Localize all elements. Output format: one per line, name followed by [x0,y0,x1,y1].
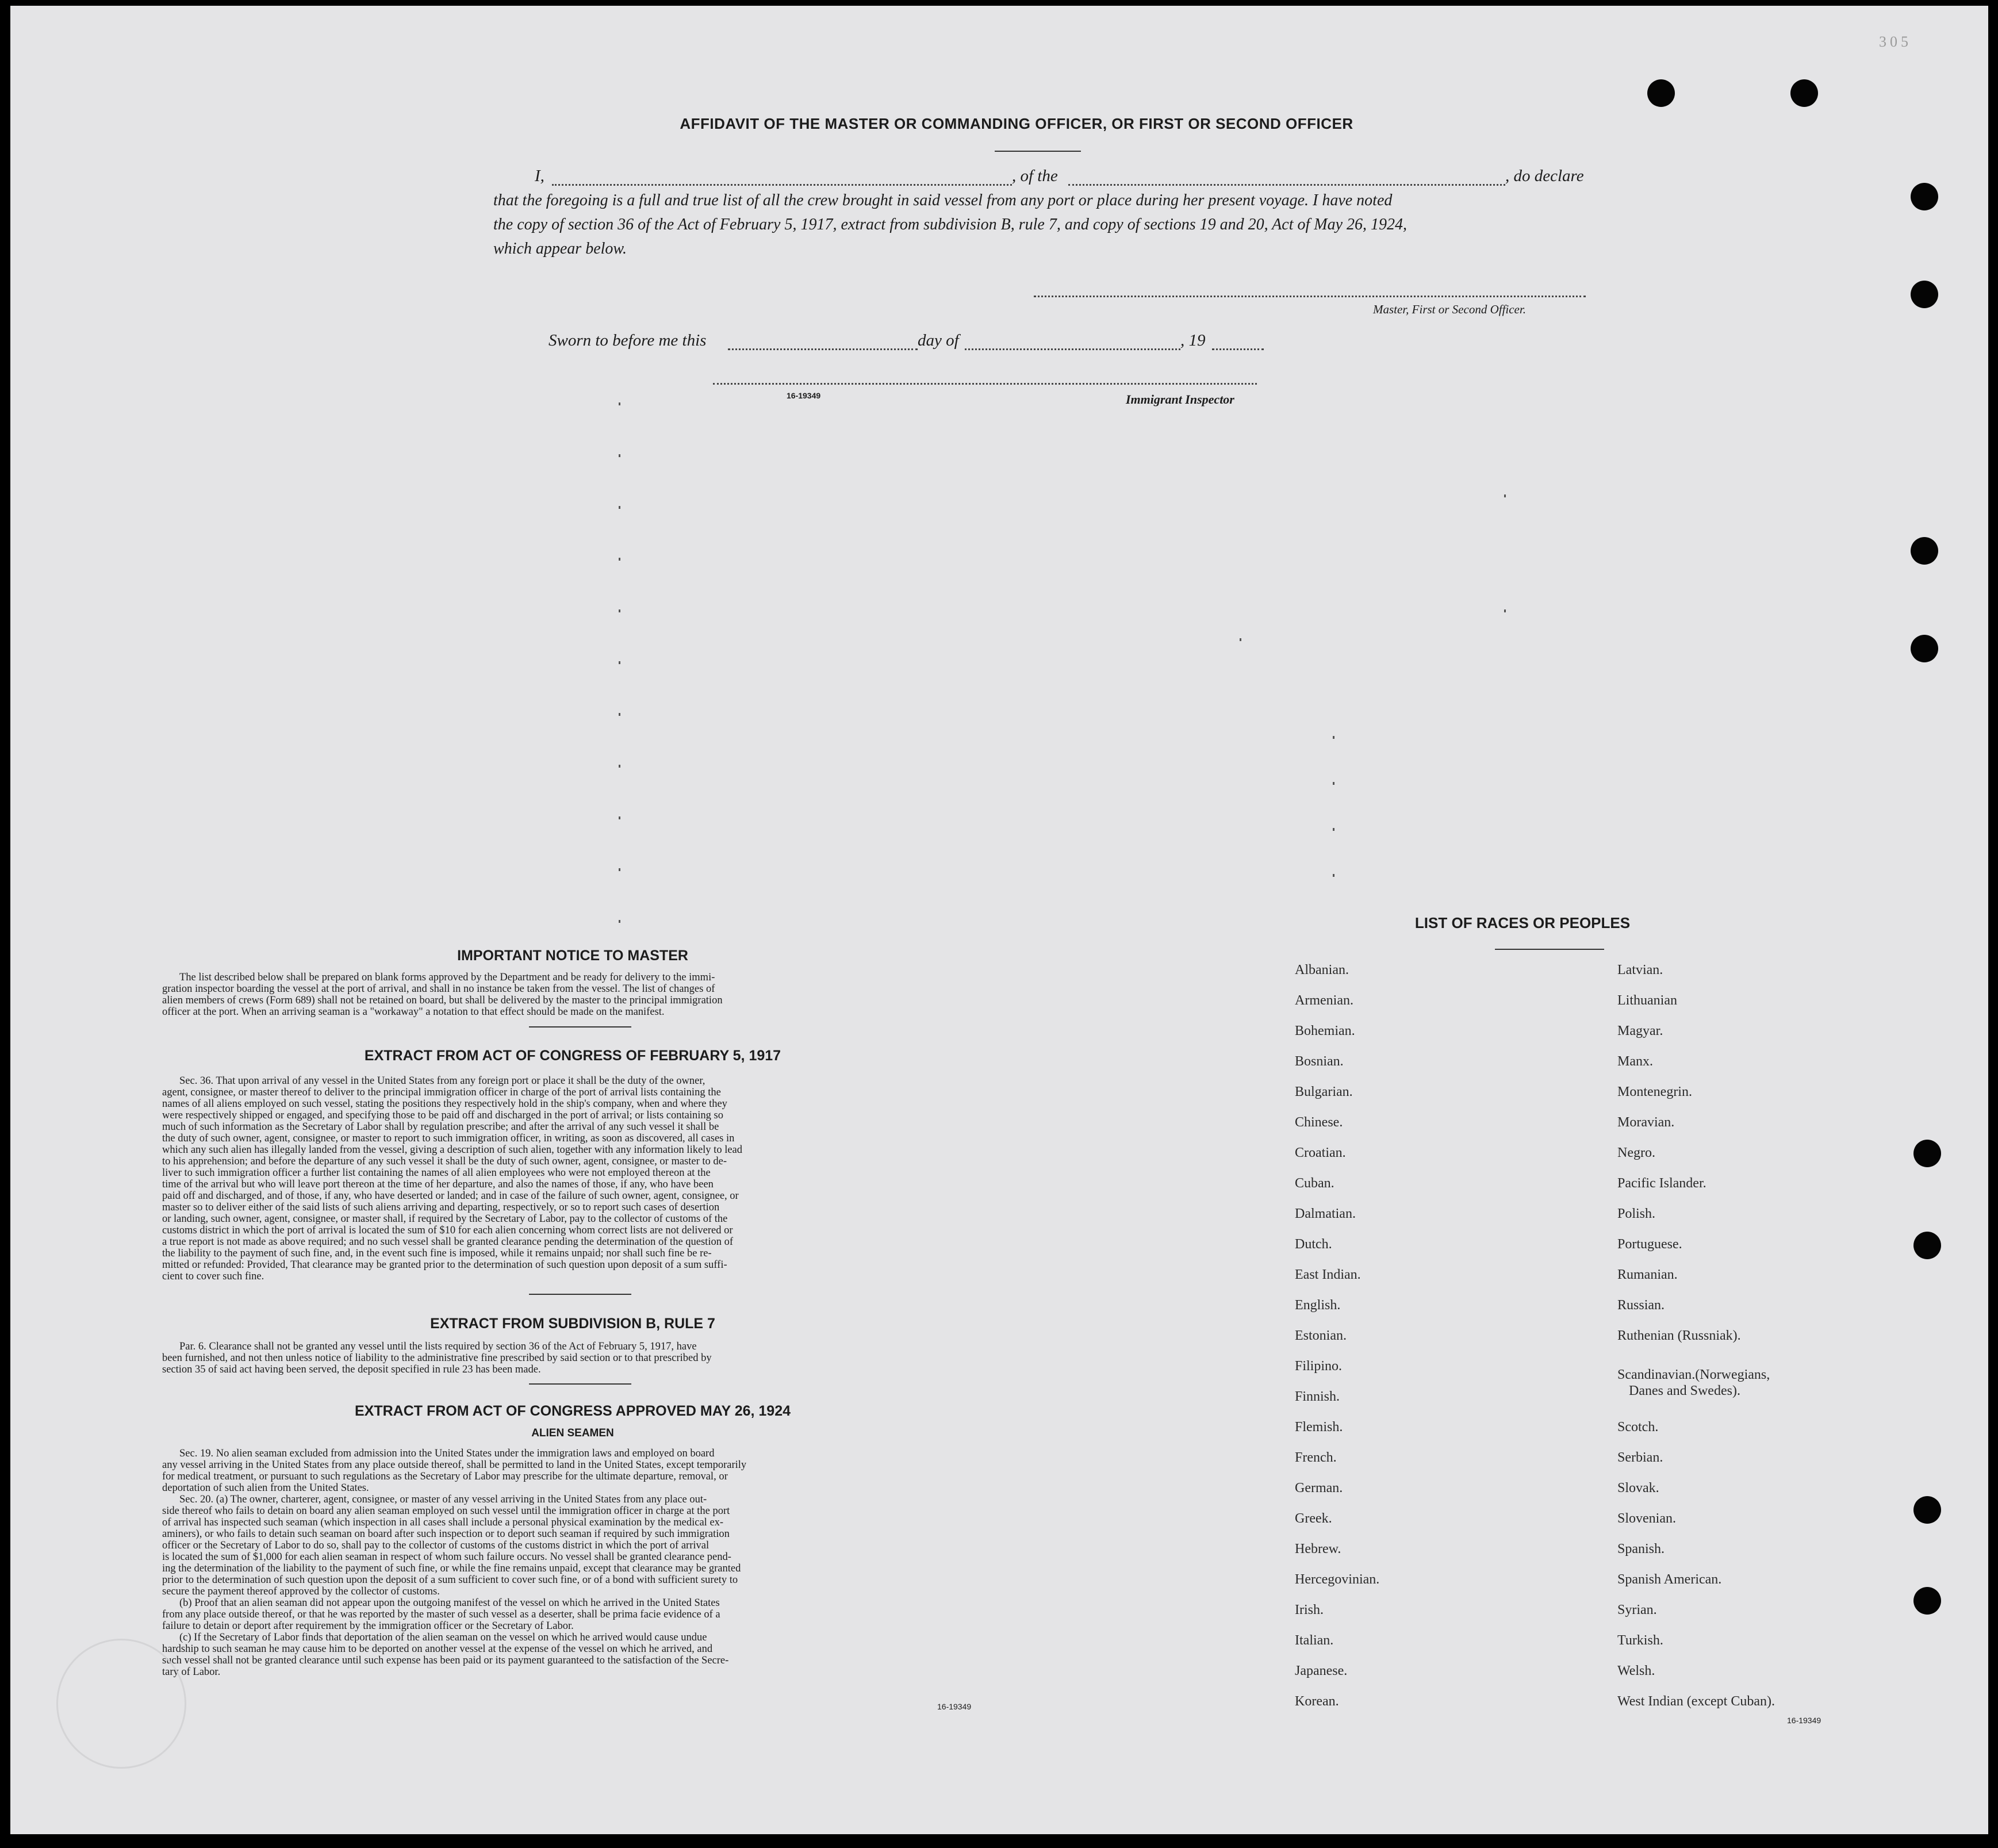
race-item: Dalmatian. [1295,1206,1356,1221]
affidavit-line-1 [10,167,1988,190]
race-item: Bosnian. [1295,1054,1344,1069]
notice-body [162,972,983,1018]
race-item: Negro. [1617,1145,1655,1160]
race-item: Korean. [1295,1694,1339,1709]
race-item: Scotch. [1617,1420,1659,1435]
extract-1917-body [162,1075,983,1282]
race-item: Serbian. [1617,1450,1663,1465]
label-of-the: , of the [1012,167,1058,185]
race-item: Chinese. [1295,1115,1343,1130]
race-item: Latvian. [1617,963,1663,977]
race-item: Polish. [1617,1206,1656,1221]
extract-1924-line: officer or the Secretary of Labor to do so, shall pay to the collector of customs of the customs district in which the port of arrival [162,1540,710,1551]
extract-1917-line: the duty of such owner, agent, consignee, or master to report to such immigration officer, in writing, as soon as discovered, all cases in [162,1133,735,1144]
extract-1924-line: side thereof who fails to detain on board any alien seaman employed on such vessel until the immigration officer in charge at the port [162,1505,730,1517]
race-item: Manx. [1617,1054,1653,1069]
race-item: Slovak. [1617,1481,1659,1496]
race-item: Portuguese. [1617,1237,1682,1252]
extract-1924-line: is located the sum of $1,000 for each alien seaman in respect of whom such failure occurs. No vessel shall be granted clearance pend- [162,1551,731,1563]
signature-label: Master, First or Second Officer. [1373,302,1526,316]
race-item: Cuban. [1295,1176,1334,1191]
race-item: Spanish. [1617,1542,1665,1556]
extract-1917-line: a true report is not made as above required; and no such vessel shall be granted clearance pending the determination of the question of [162,1236,734,1248]
extract-1924-line: any vessel arriving in the United States from any place outside thereof, shall be permitted to land in the United States, except temporarily [162,1459,747,1471]
extract-1924-line: (b) Proof that an alien seaman did not appear upon the outgoing manifest of the vessel on which he arrived in the United States [179,1597,720,1609]
extract-1924-line: Sec. 19. No alien seaman excluded from admission into the United States under the immigration laws and employed on board [179,1448,715,1459]
sworn-line [10,331,1988,354]
notice-line: alien members of crews (Form 689) shall not be retained on board, but shall be delivered by the master to the principal immigration [162,995,723,1006]
race-item: Syrian. [1617,1602,1657,1617]
punch-hole [1911,537,1938,565]
extract-1924-subtitle: ALIEN SEAMEN [531,1427,614,1439]
extract-1924-line: prior to the determination of such question upon the deposit of a sum sufficient to cover such fine, or of a bond with sufficient surety to [162,1574,738,1586]
extract-1924-form-number: 16-19349 [937,1702,972,1711]
month-field[interactable] [965,348,1180,350]
race-item: Estonian. [1295,1328,1347,1343]
day-field[interactable] [728,348,918,350]
year-label: , 19 [1180,331,1206,350]
race-item: Filipino. [1295,1359,1343,1374]
punch-hole [1913,1587,1941,1615]
extract-1924-line: secure the payment thereof approved by the collector of customs. [162,1586,440,1597]
races-form-number: 16-19349 [1787,1716,1821,1725]
race-item: Turkish. [1617,1633,1663,1648]
label-i: I, [535,167,544,185]
race-item: Hebrew. [1295,1542,1341,1556]
race-item: Pacific Islander. [1617,1176,1706,1191]
race-item: Montenegrin. [1617,1084,1692,1099]
race-item: Scandinavian.(Norwegians, [1617,1367,1770,1382]
extract-1917-line: liver to such immigration officer a further list containing the names of all alien employees who were not employed thereon at the [162,1167,711,1179]
race-item: Magyar. [1617,1023,1663,1038]
race-item: Dutch. [1295,1237,1332,1252]
affidavit-text-3: which appear below. [493,240,627,258]
extract-1917-line: customs district in which the port of arrival is located the sum of $10 for each alien concerning whom correct lists are not delivered or [162,1225,733,1236]
document-page [10,6,1988,1834]
race-item: West Indian (except Cuban). [1617,1694,1775,1709]
inspector-signature-field[interactable] [713,383,1257,385]
race-item: Spanish American. [1617,1572,1722,1587]
extract-1917-line: mitted or refunded: Provided, That clearance may be granted prior to the determination of such question upon deposit of a sum suffi- [162,1259,727,1271]
extract-1924-line: ing the determination of the liability to the payment of such fine, or while the fine remains unpaid, except that clearance may be granted [162,1563,741,1574]
punch-hole [1913,1232,1941,1259]
extract-1924-title: EXTRACT FROM ACT OF CONGRESS APPROVED MAY 26, 1924 [354,1403,791,1419]
race-item: Danes and Swedes). [1629,1383,1740,1398]
punch-hole [1911,635,1938,662]
punch-hole [1790,79,1818,107]
affidavit-text-2: the copy of section 36 of the Act of February 5, 1917, extract from subdivision B, rule 7, and copy of sections 19 and 20, Act of May 26, 1924, [493,216,1408,233]
race-item: Rumanian. [1617,1267,1678,1282]
race-item: Armenian. [1295,993,1353,1008]
race-item: Finnish. [1295,1389,1340,1404]
race-item: Bohemian. [1295,1023,1355,1038]
extract-1924-line: hardship to such seaman he may cause him to be deported on another vessel at the expense of the vessel on which he arrived, and [162,1643,713,1655]
extract-1917-line: Sec. 36. That upon arrival of any vessel in the United States from any foreign port or place it shall be the duty of the owner, [179,1075,705,1087]
notice-title: IMPORTANT NOTICE TO MASTER [457,948,688,964]
inspector-label: Immigrant Inspector [1126,392,1234,407]
affidavit-text-1: that the foregoing is a full and true list of all the crew brought in said vessel from any port or place during her present voyage. I have noted [493,191,1393,209]
notice-line: officer at the port. When an arriving seaman is a "workaway" a notation to that effect should be made on the manifest. [162,1006,665,1018]
notice-line: The list described below shall be prepared on blank forms approved by the Department and be ready for delivery to the immi- [179,972,715,983]
faded-seal [56,1639,186,1769]
race-item: Irish. [1295,1602,1324,1617]
extract-1924-line: failure to detain or deport after requirement by the immigration officer or the Secretary of Labor. [162,1620,574,1632]
race-item: Hercegovinian. [1295,1572,1380,1587]
extract-1924-line: tary of Labor. [162,1666,221,1678]
label-do-declare: , do declare [1505,167,1584,185]
race-item: Russian. [1617,1298,1665,1313]
extract-1917-line: much of such information as the Secretary of Labor shall by regulation prescribe; and after the arrival of any such vessel it shall be [162,1121,719,1133]
extract-1917-line: were respectively shipped or engaged, and specifying those to be paid off and discharged in the port of arrival; or lists containing so [162,1110,723,1121]
extract-1924-line: of arrival has inspected such seaman (which inspection in all cases shall include a personal physical examination by the medical ex- [162,1517,724,1528]
race-item: English. [1295,1298,1341,1313]
punch-hole [1913,1140,1941,1167]
race-item: Japanese. [1295,1663,1348,1678]
extract-1924-body [162,1448,983,1678]
extract-1917-line: paid off and discharged, and of those, if any, who have deserted or landed; and in case of the failure of such owner, agent, consignee, or [162,1190,739,1202]
race-item: Welsh. [1617,1663,1655,1678]
title-underline [995,151,1081,152]
races-title-underline [1495,949,1604,950]
day-of-label: day of [918,331,959,350]
race-item: Ruthenian (Russniak). [1617,1328,1741,1343]
signature-field[interactable] [1034,296,1586,297]
extract-1917-title: EXTRACT FROM ACT OF CONGRESS OF FEBRUARY 5, 1917 [364,1048,781,1064]
extract-rule7-line: been furnished, and not then unless notice of liability to the administrative fine prescribed by said section or to that prescribed by [162,1352,712,1364]
extract-1917-line: master so to deliver either of the said lists of such aliens arriving and departing, respectively, or so to report such cases of desertion [162,1202,720,1213]
extract-1917-line: names of all aliens employed on such vessel, stating the positions they respectively hold in the ship's company, when and where they [162,1098,727,1110]
punch-hole [1911,281,1938,308]
sworn-label: Sworn to before me this [549,331,707,350]
extract-1924-line: such vessel shall not be granted clearance until such expense has been paid or its payment guaranteed to the satisfaction of the Secre- [162,1655,729,1666]
name-field[interactable] [552,184,1012,186]
race-item: East Indian. [1295,1267,1361,1282]
races-title: LIST OF RACES OR PEOPLES [1414,914,1631,931]
extract-rule7-body [162,1341,983,1375]
race-item: Slovenian. [1617,1511,1676,1526]
race-item: Moravian. [1617,1115,1675,1130]
affidavit-form-number: 16-19349 [787,391,821,400]
race-item: Lithuanian [1617,993,1677,1008]
extract-1924-line: (c) If the Secretary of Labor finds that deportation of the alien seaman on the vessel on which he arrived would cause undue [179,1632,707,1643]
section-divider [529,1026,631,1027]
race-item: Croatian. [1295,1145,1346,1160]
race-item: French. [1295,1450,1337,1465]
section-divider [529,1294,631,1295]
extract-rule7-line: Par. 6. Clearance shall not be granted any vessel until the lists required by section 36 of the Act of February 5, 1917, have [179,1341,697,1352]
year-field[interactable] [1212,348,1264,350]
extract-1917-line: agent, consignee, or master thereof to deliver to the principal immigration officer in charge of the port of arrival lists containing the [162,1087,721,1098]
extract-1917-line: the liability to the payment of such fine, and, in the event such fine is imposed, while it remains unpaid; nor shall such fine be re- [162,1248,712,1259]
punch-hole [1913,1496,1941,1524]
extract-1917-line: time of the arrival but who will leave port thereon at the time of her departure, and also the names of those, if any, who have been [162,1179,714,1190]
extract-1924-line: Sec. 20. (a) The owner, charterer, agent, consignee, or master of any vessel arriving in the United States from any place out- [179,1494,707,1505]
affidavit-title: AFFIDAVIT OF THE MASTER OR COMMANDING OFFICER, OR FIRST OR SECOND OFFICER [680,115,1353,132]
extract-rule7-title: EXTRACT FROM SUBDIVISION B, RULE 7 [430,1316,715,1332]
extract-1917-line: which any such alien has illegally landed from the vessel, giving a description of such alien, together with any information likely to lead [162,1144,743,1156]
extract-rule7-line: section 35 of said act having been served, the deposit specified in rule 23 has been made. [162,1364,541,1375]
race-item: German. [1295,1481,1343,1496]
extract-1917-line: to his apprehension; and before the departure of any such vessel it shall be the duty of such owner, agent, consignee, or master to de- [162,1156,727,1167]
extract-1924-line: from any place outside thereof, or that he was reported by the master of such vessel as a deserter, shall be prima facie evidence of a [162,1609,720,1620]
extract-1917-line: or landing, such owner, agent, consignee, or master shall, if required by the Secretary of Labor, pay to the collector of customs of the [162,1213,728,1225]
section-divider [529,1383,631,1385]
vessel-field[interactable] [1068,184,1505,186]
punch-hole [1647,79,1675,107]
race-item: Albanian. [1295,963,1349,977]
race-item: Flemish. [1295,1420,1343,1435]
race-item: Bulgarian. [1295,1084,1353,1099]
corner-mark: 305 [1879,33,1912,50]
extract-1924-line: aminers), or who fails to detain such seaman on board after such inspection or to deport such seaman if required by such immigration [162,1528,730,1540]
extract-1917-line: cient to cover such fine. [162,1271,264,1282]
extract-1924-line: deportation of such alien from the United States. [162,1482,369,1494]
race-item: Italian. [1295,1633,1334,1648]
extract-1924-line: for medical treatment, or pursuant to such regulations as the Secretary of Labor may prescribe for the ultimate departure, removal, or [162,1471,728,1482]
notice-line: gration inspector boarding the vessel at the port of arrival, and shall in no instance be taken from the vessel. The list of changes of [162,983,715,995]
race-item: Greek. [1295,1511,1332,1526]
